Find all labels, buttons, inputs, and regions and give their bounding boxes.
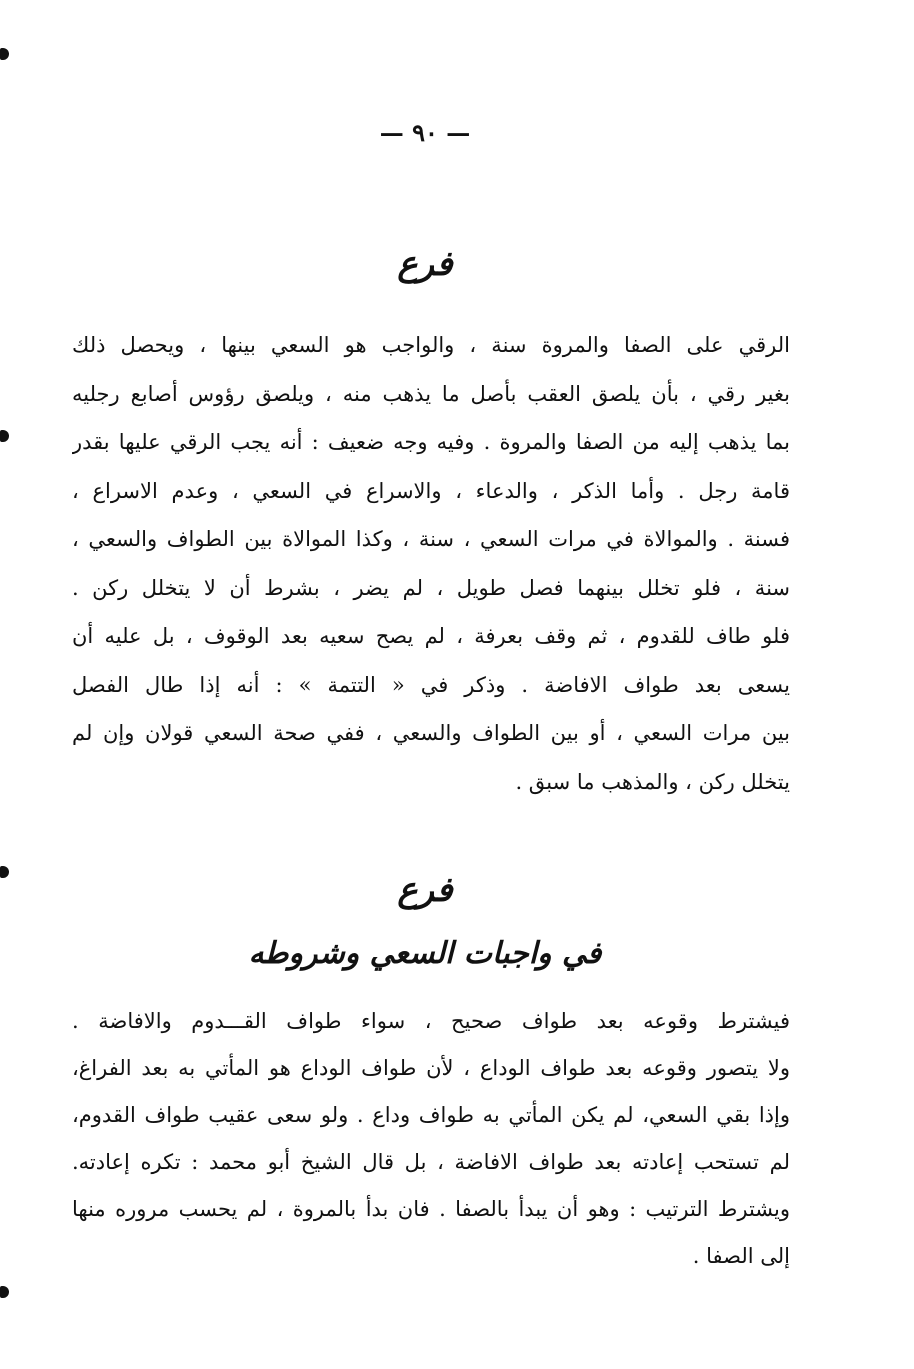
- margin-mark: [0, 1286, 9, 1298]
- section-body: [72, 998, 790, 1280]
- text-line: بما يذهب إليه من الصفا والمروة . وفيه وجه ضعيف : أنه يجب الرقي عليها بقدر: [72, 430, 790, 454]
- section-heading: فرع: [397, 870, 453, 910]
- section-body: [72, 321, 790, 806]
- margin-mark: [0, 48, 9, 60]
- text-line: لم تستحب إعادته بعد طواف الافاضة ، بل قال الشيخ أبو محمد : تكره إعادته.: [72, 1150, 790, 1174]
- section-subheading: في واجبات السعي وشروطه: [248, 936, 602, 971]
- section-heading: فرع: [397, 244, 453, 284]
- text-line: بغير رقي ، بأن يلصق العقب بأصل ما يذهب منه ، ويلصق رؤوس أصابع رجليه: [72, 381, 790, 406]
- text-line: الرقي على الصفا والمروة سنة ، والواجب هو السعي بينها ، ويحصل ذلك: [72, 333, 790, 357]
- text-line: يتخلل ركن ، والمذهب ما سبق .: [515, 769, 790, 794]
- text-line: بين مرات السعي ، أو بين الطواف والسعي ، ففي صحة السعي قولان وإن لم: [72, 721, 790, 745]
- text-line: سنة ، فلو تخلل بينهما فصل طويل ، لم يضر ، بشرط أن لا يتخلل ركن .: [72, 575, 790, 600]
- text-line: وإذا بقي السعي، لم يكن المأتي به طواف وداع . ولو سعى عقيب طواف القدوم،: [72, 1103, 790, 1127]
- margin-mark: [0, 430, 9, 442]
- text-line: قامة رجل . وأما الذكر ، والدعاء ، والاسراع في السعي ، وعدم الاسراع ،: [72, 478, 790, 503]
- text-line: فسنة . والموالاة في مرات السعي ، سنة ، وكذا الموالاة بين الطواف والسعي ،: [72, 527, 790, 551]
- text-line: فلو طاف للقدوم ، ثم وقف بعرفة ، لم يصح سعيه بعد الوقوف ، بل عليه أن: [72, 624, 790, 648]
- text-line: ولا يتصور وقوعه بعد طواف الوداع ، لأن طواف الوداع هو المأتي به بعد الفراغ،: [72, 1056, 790, 1080]
- text-line: إلى الصفا .: [692, 1244, 790, 1268]
- page-number: — ٩٠ —: [379, 118, 471, 147]
- text-line: ويشترط الترتيب : وهو أن يبدأ بالصفا . فان بدأ بالمروة ، لم يحسب مروره منها: [72, 1197, 790, 1221]
- text-line: فيشترط وقوعه بعد طواف صحيح ، سواء طواف القـــدوم والافاضة .: [72, 1009, 790, 1033]
- text-line: يسعى بعد طواف الافاضة . وذكر في « التتمة » : أنه إذا طال الفصل: [72, 672, 790, 697]
